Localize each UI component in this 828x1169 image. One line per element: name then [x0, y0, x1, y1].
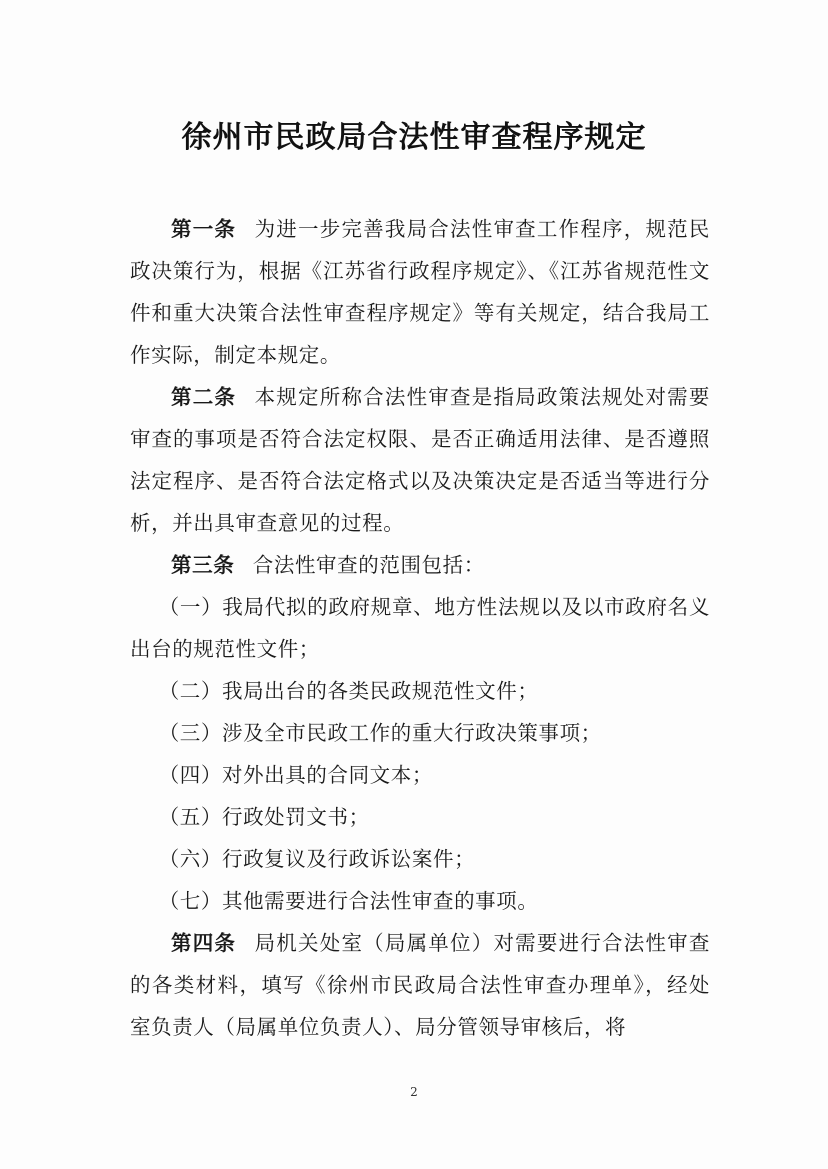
scope-item: （七）其他需要进行合法性审查的事项。 — [158, 889, 539, 913]
scope-item: （六）行政复议及行政诉讼案件； — [158, 847, 476, 871]
article-2 — [130, 376, 710, 544]
article-text: 为进一步完善我局合法性审查工作程序，规范民政决策行为，根据《江苏省行政程序规定》、《江苏省规范性文件和重大决策合法性审查程序规定》等有关规定，结合我局工作实际，制定本规定。 — [130, 217, 710, 367]
article-text: 本规定所称合法性审查是指局政策法规处对需要审查的事项是否符合法定权限、是否正确适用法律、是否遵照法定程序、是否符合法定格式以及决策决定是否适当等进行分析，并出具审查意见的过程。 — [130, 385, 710, 535]
scope-item: （二）我局出台的各类民政规范性文件； — [158, 679, 539, 703]
page-number: 2 — [410, 1085, 418, 1099]
article-label: 第二条 — [171, 385, 237, 409]
article-label: 第一条 — [171, 217, 237, 241]
scope-item: （一）我局代拟的政府规章、地方性法规以及以市政府名义出台的规范性文件； — [130, 595, 710, 661]
article-label: 第四条 — [171, 931, 237, 955]
article-3 — [130, 544, 710, 586]
document-body — [130, 208, 710, 1048]
document-title: 徐州市民政局合法性审查程序规定 — [181, 120, 647, 155]
article-4 — [130, 922, 710, 1048]
article-1 — [130, 208, 710, 376]
article-text: 合法性审查的范围包括： — [252, 553, 485, 577]
scope-item: （五）行政处罚文书； — [158, 805, 370, 829]
article-label: 第三条 — [171, 553, 235, 577]
article-text: 局机关处室（局属单位）对需要进行合法性审查的各类材料，填写《徐州市民政局合法性审查办理单》，经处室负责人（局属单位负责人）、局分管领导审核后，将 — [130, 931, 710, 1039]
scope-item: （四）对外出具的合同文本； — [158, 763, 433, 787]
scope-item: （三）涉及全市民政工作的重大行政决策事项； — [158, 721, 602, 745]
